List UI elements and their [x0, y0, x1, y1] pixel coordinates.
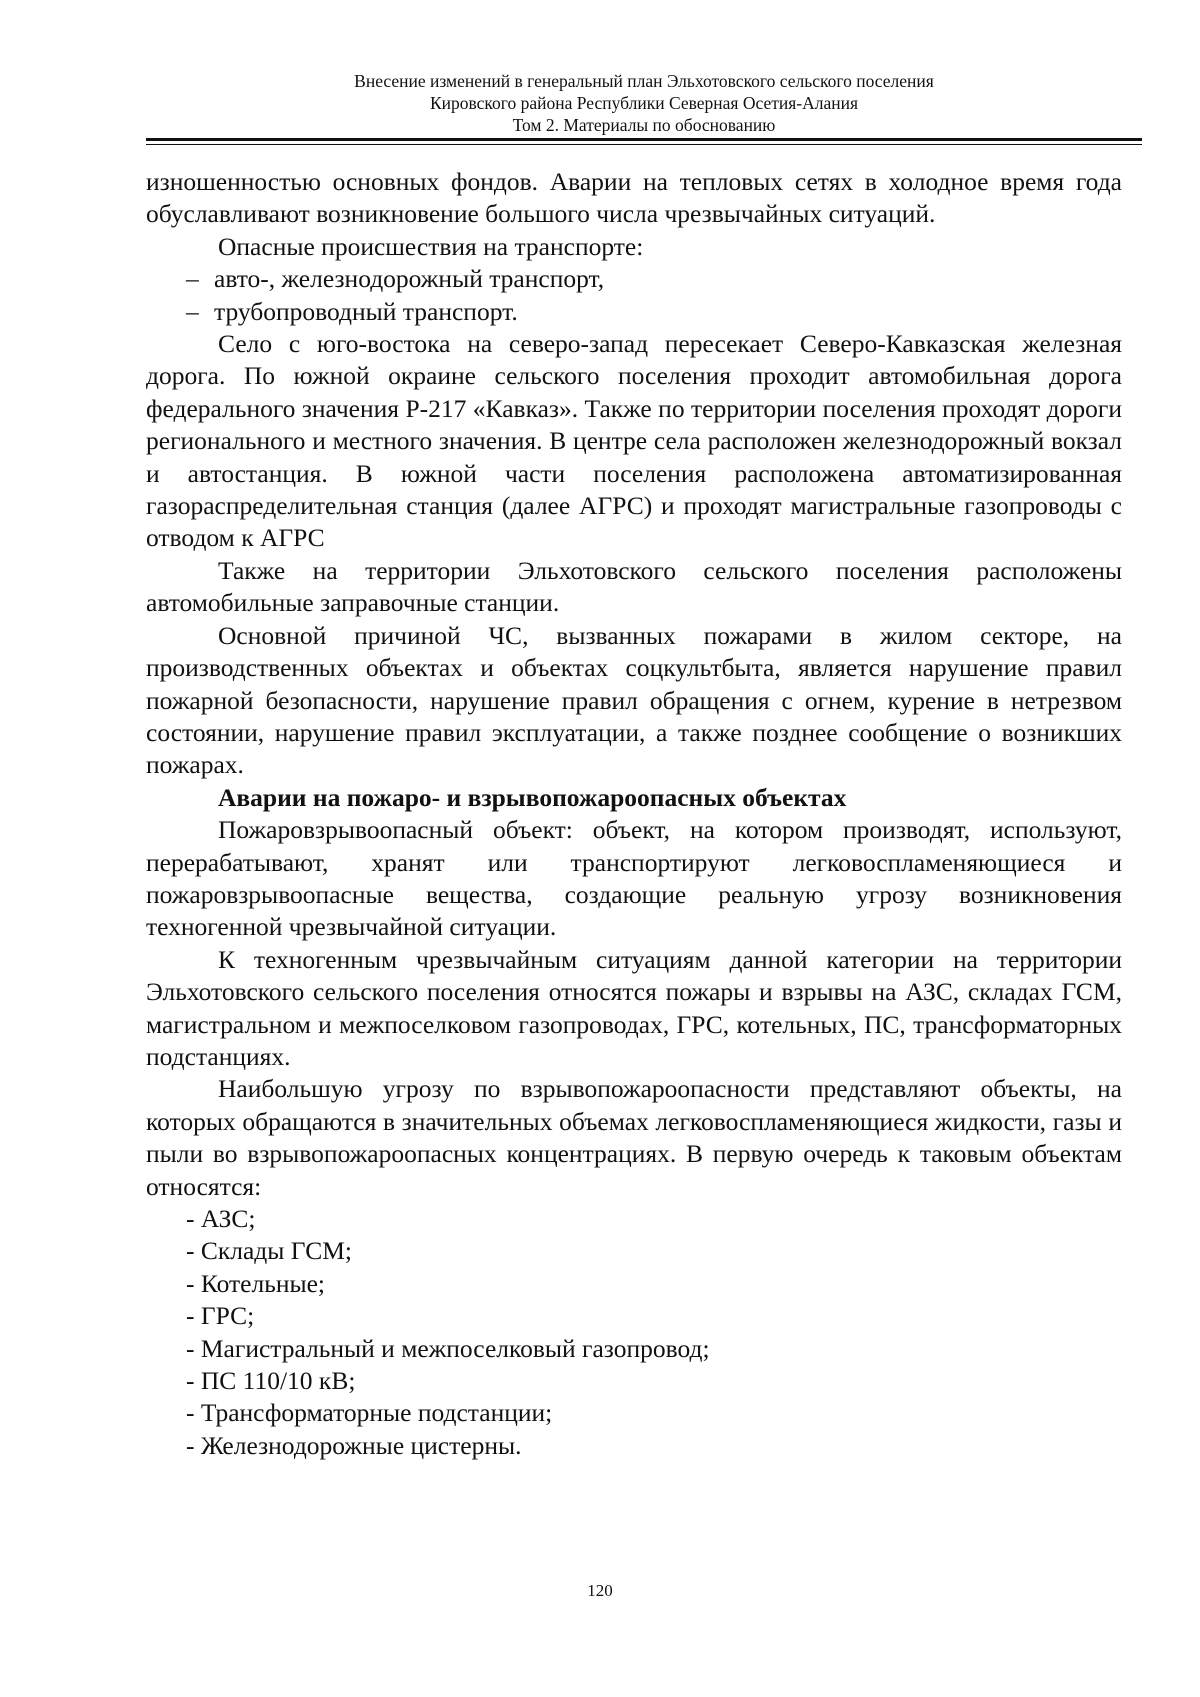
paragraph-threat: Наибольшую угрозу по взрывопожароопасности представляют объекты, на которых обращаются в значительных объемах легковоспламеняющиеся жидкости, газы и пыли во взрывопожароопасных концентрациях. В первую очередь к таковым объектам относятся:	[146, 1074, 1122, 1201]
dash-marker: –	[186, 264, 199, 294]
object-list-item: - АЗС;	[186, 1204, 256, 1233]
list-item-text: трубопроводный транспорт.	[214, 296, 518, 326]
header-line-2: Кировского района Республики Северная Осетия-Алания	[429, 93, 859, 113]
document-body	[146, 166, 1122, 1462]
header-rule-thick	[146, 138, 1142, 141]
header-line-3: Том 2. Материалы по обоснованию	[512, 115, 776, 135]
list-item	[146, 296, 1122, 328]
section-heading: Аварии на пожаро- и взрывопожароопасных объектах	[218, 782, 847, 812]
object-list-item: - Котельные;	[186, 1268, 326, 1298]
object-list-item: - ГРС;	[186, 1301, 255, 1331]
object-list-item: - Железнодорожные цистерны.	[186, 1430, 522, 1460]
object-list-item: - Магистральный и межпоселковый газопровод;	[186, 1333, 710, 1363]
running-header	[146, 70, 1142, 136]
paragraph-intro: изношенностью основных фондов. Аварии на тепловых сетях в холодное время года обуславливают возникновение большого числа чрезвычайных ситуаций.	[146, 167, 1122, 229]
list-item-text: авто-, железнодорожный транспорт,	[214, 264, 605, 294]
paragraph-transport: Опасные происшествия на транспорте:	[218, 231, 644, 261]
paragraph-village: Село с юго-востока на северо-запад пересекает Северо-Кавказская железная дорога. По южной окраине сельского поселения проходит автомобильная дорога федерального значения Р-217 «Кавказ». Также по территории поселения проходят дороги регионального и местного значения. В центре села расположен железнодорожный вокзал и автостанция. В южной части поселения расположена автоматизированная газораспределительная станция (далее АГРС) и проходят магистральные газопроводы с отводом к АГРС	[146, 329, 1122, 553]
paragraph-definition: Пожаровзрывоопасный объект: объект, на котором производят, используют, перерабатывают, хранят или транспортируют легковоспламеняющиеся и пожаровзрывоопасные вещества, создающие реальную угрозу возникновения техногенной чрезвычайной ситуации.	[146, 815, 1122, 942]
page-number: 120	[587, 1581, 613, 1600]
paragraph-category: К техногенным чрезвычайным ситуациям данной категории на территории Эльхотовского сельского поселения относятся пожары и взрывы на АЗС, складах ГСМ, магистральном и межпоселковом газопроводах, ГРС, котельных, ПС, трансформаторных подстанциях.	[146, 944, 1122, 1071]
object-list-item: - Трансформаторные подстанции;	[186, 1398, 553, 1428]
object-list-item: - Склады ГСМ;	[186, 1236, 352, 1266]
object-list-item: - ПС 110/10 кВ;	[186, 1366, 356, 1396]
paragraph-stations: Также на территории Эльхотовского сельского поселения расположены автомобильные заправочные станции.	[146, 555, 1122, 618]
header-rule-thin	[146, 144, 1142, 145]
header-line-1: Внесение изменений в генеральный план Эльхотовского сельского поселения	[354, 71, 934, 91]
paragraph-fire: Основной причиной ЧС, вызванных пожарами в жилом секторе, на производственных объектах и объектах соцкультбыта, является нарушение правил пожарной безопасности, нарушение правил обращения с огнем, курение в нетрезвом состоянии, нарушение правил эксплуатации, а также позднее сообщение о возникших пожарах.	[146, 620, 1122, 780]
list-item	[146, 263, 1122, 295]
dash-marker: –	[186, 296, 199, 326]
